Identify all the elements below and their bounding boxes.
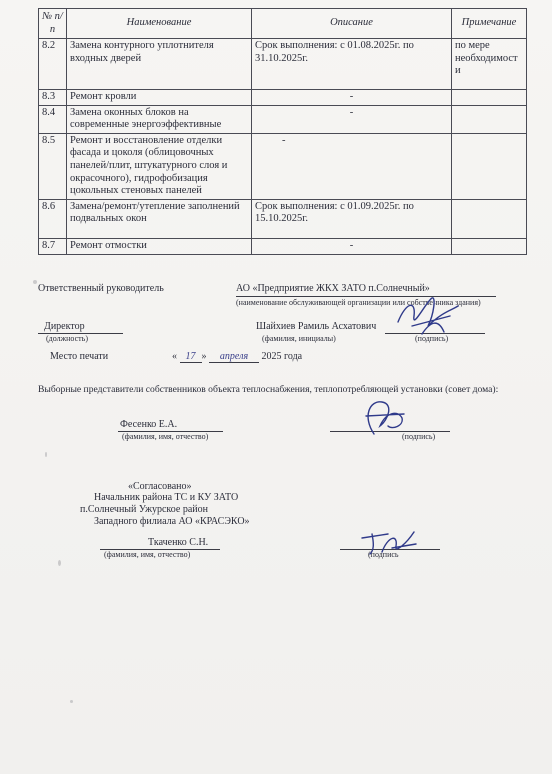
row-desc: Срок выполнения: с 01.08.2025г. по 31.10.2025г. [252,39,452,90]
works-table [38,8,527,255]
row-desc: - [252,90,452,106]
approval-line3: Западного филиала АО «КРАСЭКО» [94,516,250,527]
table-row [39,238,527,254]
table-row [39,133,527,199]
approver-signature-icon [358,524,418,558]
rep-name-caption: (фамилия, имя, отчество) [122,432,209,441]
scan-speck [58,560,61,566]
row-num: 8.3 [39,90,67,106]
header-note: Примечание [452,9,527,39]
header-name: Наименование [67,9,252,39]
row-num: 8.7 [39,238,67,254]
approval-line1: Начальник района ТС и КУ ЗАТО [94,492,239,503]
position-value: Директор [44,321,85,332]
position-caption: (должность) [46,334,88,343]
representatives-label: Выборные представители собственников объекта теплоснабжения, теплопотребляющей установки (совет дома): [38,384,499,395]
row-num: 8.4 [39,105,67,133]
row-note [452,199,527,238]
date-open-quote: « [172,351,177,362]
sign-caption: (подпись) [415,334,449,343]
responsible-label: Ответственный руководитель [38,283,164,294]
approval-label: «Согласовано» [128,481,192,492]
org-caption: (наименование обслуживающей организации или собственника здания) [236,298,481,307]
scan-speck [33,280,37,284]
table-row [39,199,527,238]
name-caption: (фамилия, инициалы) [262,334,336,343]
table-row [39,105,527,133]
row-desc: - [252,133,452,199]
row-desc: - [252,238,452,254]
row-name: Замена/ремонт/утепление заполнений подвальных окон [67,199,252,238]
approver-name: Ткаченко С.Н. [148,537,209,548]
date-block [172,351,302,363]
header-desc: Описание [252,9,452,39]
director-signature-icon [392,292,462,342]
row-desc: - [252,105,452,133]
date-year: 2025 года [261,351,303,362]
table-row [39,90,527,106]
approver-sign-caption: (подпись [368,550,399,559]
row-note: по мере необходимост и [452,39,527,90]
row-num: 8.6 [39,199,67,238]
responsible-org: АО «Предприятие ЖКХ ЗАТО п.Солнечный» [236,283,430,294]
row-num: 8.2 [39,39,67,90]
stamp-label: Место печати [50,351,109,362]
row-name: Ремонт кровли [67,90,252,106]
row-note [452,133,527,199]
approver-name-caption: (фамилия, имя, отчество) [104,550,191,559]
row-name: Замена контурного уплотнителя входных дверей [67,39,252,90]
date-close-quote: » [201,351,207,362]
date-month: апреля [209,351,259,363]
row-note [452,238,527,254]
representative-signature-icon [352,396,412,436]
rep-sign-caption: (подпись) [402,432,436,441]
date-day: 17 [180,351,202,363]
responsible-name: Шайхиев Рамиль Асхатович [256,321,377,332]
table-header-row [39,9,527,39]
row-name: Замена оконных блоков на современные энергоэффективные [67,105,252,133]
row-name: Ремонт отмостки [67,238,252,254]
table-row [39,39,527,90]
row-name: Ремонт и восстановление отделки фасада и цоколя (облицовочных панелей/плит, штукатурного слоя и окрасочного), гидрофобизация цокольных стеновых панелей [67,133,252,199]
approval-line2: п.Солнечный Ужурское район [80,504,208,515]
scan-speck [45,452,47,457]
scan-speck [70,700,73,703]
header-num: № п/п [39,9,67,39]
row-note [452,105,527,133]
row-desc: Срок выполнения: с 01.09.2025г. по 15.10.2025г. [252,199,452,238]
representative-name: Фесенко Е.А. [120,419,178,430]
row-num: 8.5 [39,133,67,199]
row-note [452,90,527,106]
